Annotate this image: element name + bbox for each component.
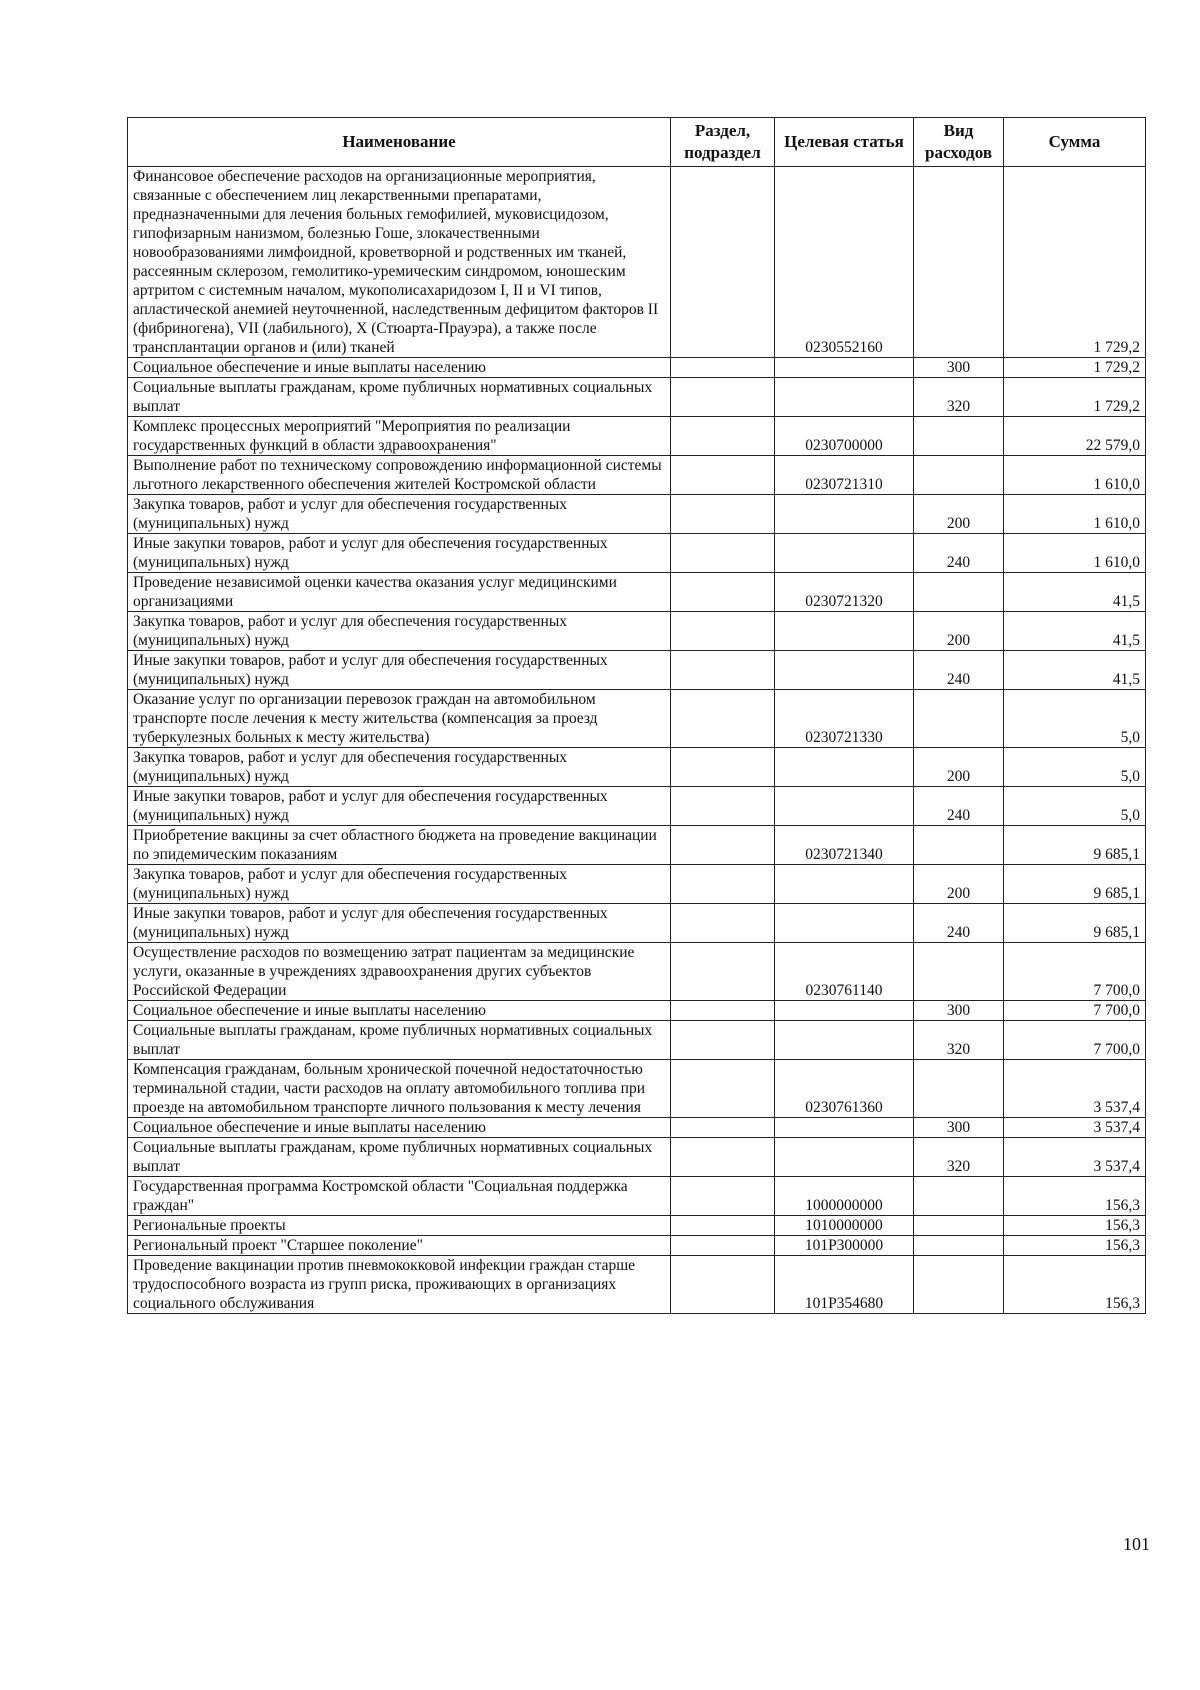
cell-section (671, 534, 775, 573)
cell-target: 0230721340 (775, 826, 914, 865)
table-row (128, 495, 1146, 534)
cell-kind (914, 456, 1004, 495)
cell-target: 0230721310 (775, 456, 914, 495)
header-kind: Вид расходов (914, 118, 1004, 167)
cell-name: Социальные выплаты гражданам, кроме публичных нормативных социальных выплат (128, 1021, 671, 1060)
header-sum: Сумма (1004, 118, 1146, 167)
table-row (128, 651, 1146, 690)
cell-kind (914, 1216, 1004, 1236)
cell-kind (914, 167, 1004, 358)
cell-kind (914, 1236, 1004, 1256)
cell-name: Региональный проект "Старшее поколение" (128, 1236, 671, 1256)
cell-name: Государственная программа Костромской области "Социальная поддержка граждан" (128, 1177, 671, 1216)
table-row (128, 1236, 1146, 1256)
header-section: Раздел, подраздел (671, 118, 775, 167)
cell-sum: 9 685,1 (1004, 826, 1146, 865)
cell-name: Иные закупки товаров, работ и услуг для обеспечения государственных (муниципальных) нужд (128, 904, 671, 943)
cell-sum: 1 610,0 (1004, 495, 1146, 534)
cell-target (775, 495, 914, 534)
cell-name: Иные закупки товаров, работ и услуг для обеспечения государственных (муниципальных) нужд (128, 651, 671, 690)
cell-kind (914, 1060, 1004, 1118)
cell-name: Проведение независимой оценки качества оказания услуг медицинскими организациями (128, 573, 671, 612)
cell-name: Выполнение работ по техническому сопровождению информационной системы льготного лекарственного обеспечения жителей Костромской области (128, 456, 671, 495)
table-row (128, 865, 1146, 904)
cell-kind: 300 (914, 1118, 1004, 1138)
cell-target (775, 1001, 914, 1021)
table-body (128, 167, 1146, 1314)
table-row (128, 826, 1146, 865)
cell-name: Социальное обеспечение и иные выплаты населению (128, 358, 671, 378)
table-row (128, 1256, 1146, 1314)
cell-target (775, 534, 914, 573)
cell-sum: 41,5 (1004, 651, 1146, 690)
table-row (128, 1021, 1146, 1060)
cell-sum: 7 700,0 (1004, 1021, 1146, 1060)
cell-sum: 5,0 (1004, 787, 1146, 826)
table-row (128, 787, 1146, 826)
table-row (128, 1001, 1146, 1021)
cell-target (775, 787, 914, 826)
table-row (128, 534, 1146, 573)
cell-section (671, 865, 775, 904)
cell-kind: 320 (914, 378, 1004, 417)
cell-section (671, 787, 775, 826)
cell-section (671, 495, 775, 534)
table-row (128, 748, 1146, 787)
cell-target (775, 651, 914, 690)
cell-section (671, 1177, 775, 1216)
cell-section (671, 826, 775, 865)
cell-section (671, 1118, 775, 1138)
cell-name: Региональные проекты (128, 1216, 671, 1236)
cell-target (775, 1021, 914, 1060)
cell-kind: 200 (914, 495, 1004, 534)
cell-target (775, 904, 914, 943)
table-row (128, 690, 1146, 748)
table-row (128, 612, 1146, 651)
cell-name: Иные закупки товаров, работ и услуг для обеспечения государственных (муниципальных) нужд (128, 787, 671, 826)
cell-name: Социальное обеспечение и иные выплаты населению (128, 1118, 671, 1138)
cell-target (775, 358, 914, 378)
header-target: Целевая статья (775, 118, 914, 167)
cell-name: Социальные выплаты гражданам, кроме публичных нормативных социальных выплат (128, 1138, 671, 1177)
cell-section (671, 378, 775, 417)
table-row (128, 167, 1146, 358)
cell-sum: 3 537,4 (1004, 1118, 1146, 1138)
cell-name: Финансовое обеспечение расходов на организационные мероприятия, связанные с обеспечением лиц лекарственными препаратами, предназначенными для лечения больных гемофилией, муковисцидозом, гипофизарным нанизмом, болезнью Гоше, злокачественными новообразованиями лимфоидной, кроветворной и родственных им тканей, рассеянным склерозом, гемолитико-уремическим синдромом, юношеским артритом с системным началом, мукополисахаридозом I, II и VI типов, апластической анемией неуточненной, наследственным дефицитом факторов II (фибриногена), VII (лабильного), X (Стюарта-Прауэра), а также после трансплантации органов и (или) тканей (128, 167, 671, 358)
cell-kind: 320 (914, 1021, 1004, 1060)
cell-section (671, 943, 775, 1001)
header-name: Наименование (128, 118, 671, 167)
cell-target (775, 748, 914, 787)
cell-kind: 300 (914, 358, 1004, 378)
table-row (128, 943, 1146, 1001)
cell-kind: 240 (914, 787, 1004, 826)
cell-section (671, 417, 775, 456)
cell-sum: 1 729,2 (1004, 378, 1146, 417)
cell-name: Иные закупки товаров, работ и услуг для обеспечения государственных (муниципальных) нужд (128, 534, 671, 573)
table-row (128, 1138, 1146, 1177)
table-row (128, 573, 1146, 612)
cell-target: 0230700000 (775, 417, 914, 456)
cell-sum: 5,0 (1004, 748, 1146, 787)
cell-name: Комплекс процессных мероприятий "Мероприятия по реализации государственных функций в области здравоохранения" (128, 417, 671, 456)
cell-sum: 156,3 (1004, 1177, 1146, 1216)
cell-target: 1010000000 (775, 1216, 914, 1236)
cell-section (671, 573, 775, 612)
cell-kind: 320 (914, 1138, 1004, 1177)
cell-target (775, 378, 914, 417)
cell-sum: 41,5 (1004, 573, 1146, 612)
cell-target (775, 1118, 914, 1138)
table-row (128, 904, 1146, 943)
cell-sum: 7 700,0 (1004, 943, 1146, 1001)
table-row (128, 1177, 1146, 1216)
cell-section (671, 1236, 775, 1256)
cell-kind: 200 (914, 748, 1004, 787)
cell-sum: 1 729,2 (1004, 358, 1146, 378)
cell-target (775, 1138, 914, 1177)
cell-name: Осуществление расходов по возмещению затрат пациентам за медицинские услуги, оказанные в учреждениях здравоохранения других субъектов Российской Федерации (128, 943, 671, 1001)
cell-kind (914, 1256, 1004, 1314)
cell-name: Закупка товаров, работ и услуг для обеспечения государственных (муниципальных) нужд (128, 495, 671, 534)
cell-target: 101P354680 (775, 1256, 914, 1314)
cell-target: 0230761360 (775, 1060, 914, 1118)
cell-section (671, 1138, 775, 1177)
cell-sum: 156,3 (1004, 1256, 1146, 1314)
table-header (128, 118, 1146, 167)
table-row (128, 1118, 1146, 1138)
cell-sum: 9 685,1 (1004, 865, 1146, 904)
cell-section (671, 690, 775, 748)
cell-sum: 7 700,0 (1004, 1001, 1146, 1021)
cell-kind (914, 943, 1004, 1001)
cell-kind (914, 690, 1004, 748)
cell-sum: 5,0 (1004, 690, 1146, 748)
cell-section (671, 358, 775, 378)
cell-name: Закупка товаров, работ и услуг для обеспечения государственных (муниципальных) нужд (128, 865, 671, 904)
cell-kind: 240 (914, 904, 1004, 943)
cell-target (775, 865, 914, 904)
table-row (128, 1060, 1146, 1118)
cell-section (671, 748, 775, 787)
cell-kind (914, 573, 1004, 612)
cell-section (671, 904, 775, 943)
cell-sum: 3 537,4 (1004, 1138, 1146, 1177)
cell-target: 0230761140 (775, 943, 914, 1001)
table-row (128, 378, 1146, 417)
cell-name: Закупка товаров, работ и услуг для обеспечения государственных (муниципальных) нужд (128, 612, 671, 651)
cell-kind: 240 (914, 534, 1004, 573)
cell-section (671, 456, 775, 495)
cell-target: 0230552160 (775, 167, 914, 358)
cell-name: Проведение вакцинации против пневмококковой инфекции граждан старше трудоспособного возраста из групп риска, проживающих в организациях социального обслуживания (128, 1256, 671, 1314)
cell-name: Социальные выплаты гражданам, кроме публичных нормативных социальных выплат (128, 378, 671, 417)
cell-sum: 9 685,1 (1004, 904, 1146, 943)
cell-sum: 22 579,0 (1004, 417, 1146, 456)
cell-name: Закупка товаров, работ и услуг для обеспечения государственных (муниципальных) нужд (128, 748, 671, 787)
table-row (128, 417, 1146, 456)
cell-section (671, 1256, 775, 1314)
cell-section (671, 167, 775, 358)
cell-target: 0230721330 (775, 690, 914, 748)
header-row (128, 118, 1146, 167)
cell-sum: 156,3 (1004, 1216, 1146, 1236)
page-number: 101 (1123, 1534, 1150, 1554)
table-row (128, 456, 1146, 495)
budget-table (127, 117, 1146, 1314)
cell-sum: 3 537,4 (1004, 1060, 1146, 1118)
cell-name: Оказание услуг по организации перевозок граждан на автомобильном транспорте после лечения к месту жительства (компенсация за проезд туберкулезных больных к месту жительства) (128, 690, 671, 748)
cell-kind (914, 826, 1004, 865)
cell-section (671, 1216, 775, 1236)
cell-target (775, 612, 914, 651)
cell-kind (914, 1177, 1004, 1216)
cell-section (671, 1001, 775, 1021)
table-row (128, 358, 1146, 378)
cell-target: 0230721320 (775, 573, 914, 612)
cell-target: 101P300000 (775, 1236, 914, 1256)
table-row (128, 1216, 1146, 1236)
cell-name: Компенсация гражданам, больным хронической почечной недостаточностью терминальной стадии, части расходов на оплату автомобильного топлива при проезде на автомобильном транспорте личного пользования к месту лечения (128, 1060, 671, 1118)
cell-section (671, 1060, 775, 1118)
cell-sum: 41,5 (1004, 612, 1146, 651)
cell-sum: 1 610,0 (1004, 534, 1146, 573)
cell-section (671, 612, 775, 651)
cell-kind (914, 417, 1004, 456)
cell-kind: 200 (914, 865, 1004, 904)
cell-name: Приобретение вакцины за счет областного бюджета на проведение вакцинации по эпидемическим показаниям (128, 826, 671, 865)
cell-sum: 1 610,0 (1004, 456, 1146, 495)
cell-target: 1000000000 (775, 1177, 914, 1216)
cell-kind: 300 (914, 1001, 1004, 1021)
cell-section (671, 651, 775, 690)
cell-sum: 156,3 (1004, 1236, 1146, 1256)
cell-section (671, 1021, 775, 1060)
cell-kind: 240 (914, 651, 1004, 690)
cell-name: Социальное обеспечение и иные выплаты населению (128, 1001, 671, 1021)
cell-kind: 200 (914, 612, 1004, 651)
cell-sum: 1 729,2 (1004, 167, 1146, 358)
